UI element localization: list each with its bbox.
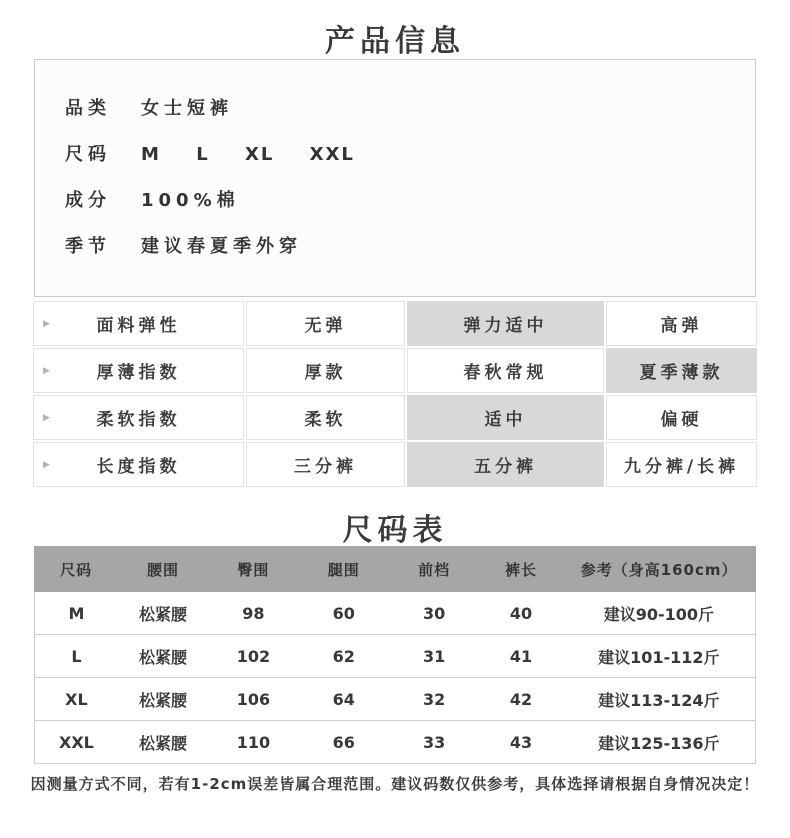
cell: 102 bbox=[208, 635, 298, 678]
cell: 33 bbox=[389, 721, 479, 764]
attr-row-length bbox=[33, 442, 757, 487]
triangle-bullet-icon: ▶ bbox=[43, 412, 50, 423]
cell: 30 bbox=[389, 592, 479, 635]
cell: 41 bbox=[479, 635, 562, 678]
attr-option: 九分裤/长裤 bbox=[606, 442, 757, 487]
attr-label-cell bbox=[33, 442, 244, 487]
cell: 松紧腰 bbox=[118, 635, 208, 678]
info-row-season bbox=[65, 224, 755, 270]
cell: 64 bbox=[299, 678, 389, 721]
size-table-header-row bbox=[35, 547, 756, 592]
category-value: 女士短裤 bbox=[141, 98, 233, 119]
cell: 32 bbox=[389, 678, 479, 721]
composition-label: 成分 bbox=[65, 190, 111, 211]
cell: 建议90-100斤 bbox=[563, 592, 756, 635]
info-row-sizes bbox=[65, 132, 755, 178]
header-length: 裤长 bbox=[479, 547, 562, 592]
header-thigh: 腿围 bbox=[299, 547, 389, 592]
header-rise: 前档 bbox=[389, 547, 479, 592]
cell: 62 bbox=[299, 635, 389, 678]
size-table bbox=[34, 546, 756, 764]
cell: 110 bbox=[208, 721, 298, 764]
attr-label: 面料弹性 bbox=[96, 316, 181, 336]
attr-label: 厚薄指数 bbox=[96, 363, 181, 383]
cell: 松紧腰 bbox=[118, 592, 208, 635]
size-option-m: M bbox=[141, 144, 161, 165]
attr-row-elasticity bbox=[33, 301, 757, 346]
cell: 松紧腰 bbox=[118, 678, 208, 721]
triangle-bullet-icon: ▶ bbox=[43, 318, 50, 329]
attr-option: 厚款 bbox=[246, 348, 405, 393]
measurement-disclaimer: 因测量方式不同，若有1-2cm误差皆属合理范围。建议码数仅供参考，具体选择请根据自身情况决定！ bbox=[30, 775, 760, 793]
cell: 建议101-112斤 bbox=[563, 635, 756, 678]
size-option-l: L bbox=[196, 144, 210, 165]
header-size: 尺码 bbox=[35, 547, 118, 592]
composition-value: 100%棉 bbox=[141, 190, 240, 211]
info-row-category bbox=[65, 86, 755, 132]
attr-row-thickness bbox=[33, 348, 757, 393]
triangle-bullet-icon: ▶ bbox=[43, 365, 50, 376]
attr-option: 高弹 bbox=[606, 301, 757, 346]
header-reference: 参考（身高160cm） bbox=[563, 547, 756, 592]
cell: 106 bbox=[208, 678, 298, 721]
size-row-m bbox=[35, 592, 756, 635]
size-option-xl: XL bbox=[244, 144, 275, 165]
page-title: 产品信息 bbox=[325, 24, 465, 59]
season-label: 季节 bbox=[65, 236, 111, 257]
cell: 60 bbox=[299, 592, 389, 635]
attr-option-selected: 适中 bbox=[407, 395, 604, 440]
cell: M bbox=[35, 592, 118, 635]
cell: 66 bbox=[299, 721, 389, 764]
attr-label: 柔软指数 bbox=[96, 410, 181, 430]
cell: XXL bbox=[35, 721, 118, 764]
attr-option: 无弹 bbox=[246, 301, 405, 346]
size-row-xl bbox=[35, 678, 756, 721]
cell: 建议125-136斤 bbox=[563, 721, 756, 764]
attr-option-selected: 弹力适中 bbox=[407, 301, 604, 346]
cell: 42 bbox=[479, 678, 562, 721]
season-value: 建议春夏季外穿 bbox=[141, 236, 302, 257]
attr-option: 偏硬 bbox=[606, 395, 757, 440]
cell: 98 bbox=[208, 592, 298, 635]
attr-label-cell bbox=[33, 395, 244, 440]
header-waist: 腰围 bbox=[118, 547, 208, 592]
cell: 松紧腰 bbox=[118, 721, 208, 764]
attr-label-cell bbox=[33, 301, 244, 346]
size-row-l bbox=[35, 635, 756, 678]
attr-label-cell bbox=[33, 348, 244, 393]
sizes-value bbox=[141, 132, 379, 178]
cell: L bbox=[35, 635, 118, 678]
sizes-label: 尺码 bbox=[65, 144, 111, 165]
attribute-table bbox=[33, 301, 757, 487]
size-chart-title: 尺码表 bbox=[342, 513, 448, 548]
cell: 31 bbox=[389, 635, 479, 678]
size-row-xxl bbox=[35, 721, 756, 764]
cell: 建议113-124斤 bbox=[563, 678, 756, 721]
size-option-xxl: XXL bbox=[309, 144, 355, 165]
attr-option: 三分裤 bbox=[246, 442, 405, 487]
attr-option: 春秋常规 bbox=[407, 348, 604, 393]
attr-row-softness bbox=[33, 395, 757, 440]
attr-option-selected: 五分裤 bbox=[407, 442, 604, 487]
info-row-composition bbox=[65, 178, 755, 224]
triangle-bullet-icon: ▶ bbox=[43, 459, 50, 470]
product-info-box bbox=[34, 59, 756, 297]
cell: XL bbox=[35, 678, 118, 721]
cell: 43 bbox=[479, 721, 562, 764]
category-label: 品类 bbox=[65, 98, 111, 119]
cell: 40 bbox=[479, 592, 562, 635]
attr-option-selected: 夏季薄款 bbox=[606, 348, 757, 393]
attr-label: 长度指数 bbox=[96, 457, 181, 477]
attr-option: 柔软 bbox=[246, 395, 405, 440]
header-hip: 臀围 bbox=[208, 547, 298, 592]
